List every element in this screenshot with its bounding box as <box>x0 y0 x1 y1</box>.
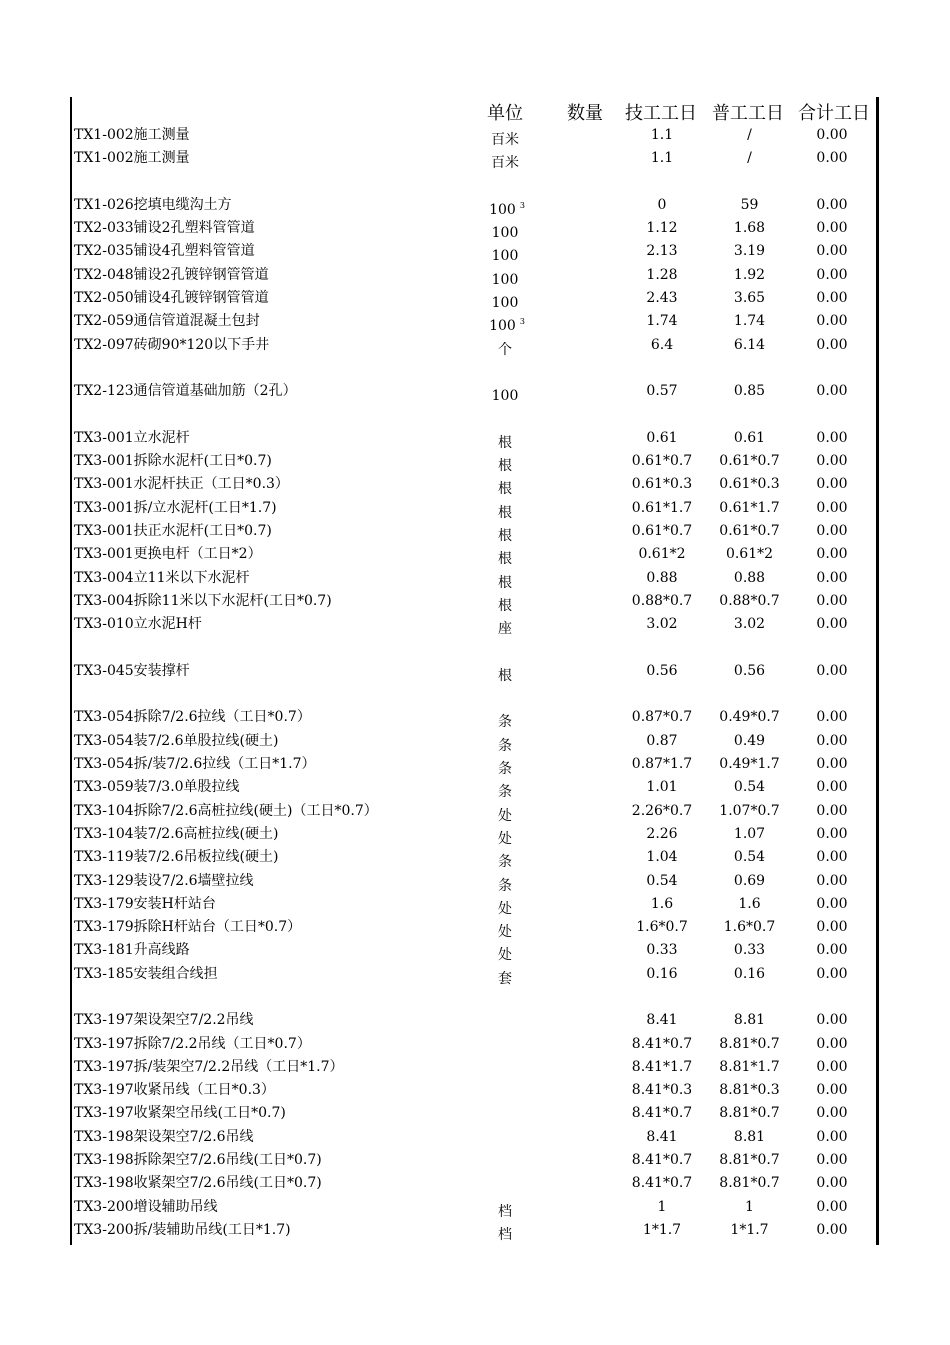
tech-days-cell: 0 <box>657 196 667 213</box>
unit-cell: 根 <box>498 528 512 545</box>
table-row <box>72 1079 876 1102</box>
total-days-cell: 0.00 <box>816 1221 848 1238</box>
table-row <box>72 776 876 799</box>
item-name: TX2-050铺设4孔镀锌钢管管道 <box>74 290 269 307</box>
item-name: TX3-179安装H杆站台 <box>74 895 216 912</box>
table-row <box>72 334 876 357</box>
unit-cell: 处 <box>498 807 512 824</box>
table-row <box>72 916 876 939</box>
unit-cell: 100 <box>491 271 519 288</box>
unit-cell: 条 <box>498 877 512 894</box>
unit-superscript: 3 <box>519 317 525 327</box>
item-name: TX3-198收紧架空7/2.6吊线(工日*0.7) <box>74 1175 322 1192</box>
table-row <box>72 613 876 636</box>
table-row <box>72 520 876 543</box>
table-row <box>72 404 876 427</box>
table-row <box>72 450 876 473</box>
unit-cell: 根 <box>498 458 512 475</box>
general-days-cell: 0.69 <box>733 872 766 889</box>
unit-cell: 根 <box>498 597 512 614</box>
item-name: TX3-059装7/3.0单股拉线 <box>74 779 240 796</box>
tech-days-cell: 1.1 <box>650 150 674 167</box>
total-days-cell: 0.00 <box>816 1058 848 1075</box>
tech-days-cell: 1 <box>657 1198 667 1215</box>
tech-days-cell: 0.87*0.7 <box>631 709 693 726</box>
item-name: TX3-001拆/立水泥杆(工日*1.7) <box>74 499 277 516</box>
total-days-cell: 0.00 <box>816 127 848 143</box>
tech-days-cell: 0.56 <box>646 662 678 679</box>
total-days-cell: 0.00 <box>816 849 848 866</box>
tech-days-cell: 1.04 <box>646 849 678 866</box>
general-days-cell: 0.61 <box>733 429 766 446</box>
general-days-cell: 1*1.7 <box>730 1221 769 1238</box>
item-name: TX3-004拆除11米以下水泥杆(工日*0.7) <box>74 592 332 609</box>
total-days-cell: 0.00 <box>816 709 848 726</box>
header-general: 普工工日 <box>712 103 784 124</box>
tech-days-cell: 1.28 <box>646 266 678 283</box>
table-row <box>72 1219 876 1242</box>
total-days-cell: 0.00 <box>816 313 848 330</box>
item-name: TX3-198架设架空7/2.6吊线 <box>74 1128 254 1145</box>
unit-cell: 根 <box>498 504 512 521</box>
general-days-cell: 0.49*0.7 <box>719 709 780 726</box>
total-days-cell: 0.00 <box>816 523 848 540</box>
unit-cell: 条 <box>498 854 512 871</box>
general-days-cell: 0.61*0.7 <box>719 523 780 540</box>
item-name: TX3-104装7/2.6高桩拉线(硬土) <box>74 825 279 842</box>
total-days-cell: 0.00 <box>816 616 848 633</box>
item-name: TX3-054拆/装7/2.6拉线（工日*1.7） <box>74 756 316 773</box>
unit-cell: 处 <box>498 830 512 847</box>
total-days-cell: 0.00 <box>816 872 848 889</box>
table-row <box>72 217 876 240</box>
tech-days-cell: 0.61*2 <box>638 546 686 563</box>
table-row <box>72 846 876 869</box>
total-days-cell: 0.00 <box>816 895 848 912</box>
table-row <box>72 637 876 660</box>
total-days-cell: 0.00 <box>816 569 848 586</box>
tech-days-cell: 8.41*1.7 <box>631 1058 693 1075</box>
total-days-cell: 0.00 <box>816 756 848 773</box>
table-row <box>72 264 876 287</box>
total-days-cell: 0.00 <box>816 453 848 470</box>
unit-cell: 条 <box>498 761 512 778</box>
tech-days-cell: 0.61*0.7 <box>631 453 693 470</box>
table-row <box>72 683 876 706</box>
total-days-cell: 0.00 <box>816 476 848 493</box>
tech-days-cell: 0.61*1.7 <box>631 499 693 516</box>
item-name: TX3-045安装撑杆 <box>74 662 190 679</box>
table-row <box>72 939 876 962</box>
header-unit: 单位 <box>487 103 523 124</box>
item-name: TX3-001扶正水泥杆(工日*0.7) <box>74 523 272 540</box>
item-name: TX3-197拆除7/2.2吊线（工日*0.7） <box>74 1035 311 1052</box>
table-row <box>72 590 876 613</box>
total-days-cell: 0.00 <box>816 965 848 982</box>
general-days-cell: 0.85 <box>733 383 766 400</box>
item-name: TX1-026挖填电缆沟土方 <box>74 196 232 213</box>
tech-days-cell: 0.54 <box>646 872 678 889</box>
general-days-cell: 8.81*0.7 <box>719 1105 780 1122</box>
general-days-cell: 8.81*0.3 <box>719 1082 780 1099</box>
total-days-cell: 0.00 <box>816 546 848 563</box>
general-days-cell: 0.49 <box>733 732 766 749</box>
table-row <box>72 147 876 170</box>
tech-days-cell: 8.41*0.3 <box>631 1082 693 1099</box>
table-row <box>72 660 876 683</box>
general-days-cell: 8.81 <box>733 1012 766 1029</box>
general-days-cell: 1.6 <box>738 895 761 912</box>
tech-days-cell: 8.41*0.7 <box>631 1152 693 1169</box>
unit-cell: 根 <box>498 551 512 568</box>
total-days-cell: 0.00 <box>816 429 848 446</box>
general-days-cell: 8.81 <box>733 1128 766 1145</box>
total-days-cell: 0.00 <box>816 919 848 936</box>
total-days-cell: 0.00 <box>816 1152 848 1169</box>
item-name: TX1-002施工测量 <box>74 127 190 143</box>
unit-cell: 档 <box>498 1203 512 1220</box>
table-row <box>72 473 876 496</box>
tech-days-cell: 1.6*0.7 <box>636 919 688 936</box>
total-days-cell: 0.00 <box>816 1012 848 1029</box>
tech-days-cell: 1.74 <box>646 313 678 330</box>
tech-days-cell: 1*1.7 <box>642 1221 682 1238</box>
item-name: TX3-197架设架空7/2.2吊线 <box>74 1012 254 1029</box>
item-name: TX3-181升高线路 <box>74 942 190 959</box>
unit-cell: 档 <box>498 1226 512 1243</box>
unit-cell: 条 <box>498 784 512 801</box>
table-row <box>72 497 876 520</box>
unit-cell: 100 $^3$ <box>489 200 525 218</box>
unit-cell: 根 <box>498 481 512 498</box>
table-row <box>72 1009 876 1032</box>
table-body <box>72 124 876 1242</box>
unit-cell: 百米 <box>491 132 519 148</box>
total-days-cell: 0.00 <box>816 732 848 749</box>
general-days-cell: 59 <box>740 196 759 213</box>
tech-days-cell: 6.4 <box>650 336 674 353</box>
item-name: TX3-054装7/2.6单股拉线(硬土) <box>74 732 279 749</box>
table-row <box>72 823 876 846</box>
general-days-cell: 0.16 <box>733 965 766 982</box>
tech-days-cell: 0.57 <box>646 383 678 400</box>
table-row <box>72 986 876 1009</box>
table-header <box>72 97 878 123</box>
table-row <box>72 1172 876 1195</box>
item-name: TX3-179拆除H杆站台（工日*0.7） <box>74 919 302 936</box>
table-row <box>72 730 876 753</box>
total-days-cell: 0.00 <box>816 290 848 307</box>
table-row <box>72 240 876 263</box>
tech-days-cell: 8.41 <box>646 1012 678 1029</box>
general-days-cell: 1 <box>745 1198 754 1215</box>
total-days-cell: 0.00 <box>816 150 848 167</box>
table-row <box>72 310 876 333</box>
item-name: TX2-123通信管道基础加筋（2孔） <box>74 383 297 400</box>
general-days-cell: 0.54 <box>733 849 766 866</box>
table-row <box>72 870 876 893</box>
total-days-cell: 0.00 <box>816 1198 848 1215</box>
tech-days-cell: 1.01 <box>646 779 678 796</box>
item-name: TX2-059通信管道混凝土包封 <box>74 313 260 330</box>
general-days-cell: 8.81*0.7 <box>719 1175 780 1192</box>
general-days-cell: 3.02 <box>733 616 766 633</box>
general-days-cell: 1.6*0.7 <box>723 919 776 936</box>
item-name: TX3-001立水泥杆 <box>74 429 190 446</box>
total-days-cell: 0.00 <box>816 662 848 679</box>
tech-days-cell: 1.12 <box>646 220 678 237</box>
total-days-cell: 0.00 <box>816 1082 848 1099</box>
general-days-cell: / <box>747 127 752 143</box>
table-row <box>72 427 876 450</box>
general-days-cell: 0.56 <box>733 662 766 679</box>
general-days-cell: 0.88*0.7 <box>719 592 780 609</box>
item-name: TX3-197收紧架空吊线(工日*0.7) <box>74 1105 286 1122</box>
item-name: TX3-010立水泥H杆 <box>74 616 202 633</box>
unit-cell: 100 <box>491 225 519 242</box>
right-border <box>876 97 879 1245</box>
table-row <box>72 1126 876 1149</box>
item-name: TX2-035铺设4孔塑料管管道 <box>74 243 255 260</box>
general-days-cell: 3.19 <box>733 243 766 260</box>
item-name: TX3-001拆除水泥杆(工日*0.7) <box>74 453 272 470</box>
general-days-cell: 8.81*0.7 <box>719 1152 780 1169</box>
header-total: 合计工日 <box>798 103 870 124</box>
total-days-cell: 0.00 <box>816 1105 848 1122</box>
total-days-cell: 0.00 <box>816 1035 848 1052</box>
unit-cell: 处 <box>498 947 512 964</box>
tech-days-cell: 0.61*0.7 <box>631 523 693 540</box>
unit-cell: 100 <box>491 388 519 405</box>
table-row <box>72 753 876 776</box>
tech-days-cell: 2.26 <box>646 825 678 842</box>
header-tech: 技工工日 <box>625 103 697 124</box>
tech-days-cell: 8.41*0.7 <box>631 1105 693 1122</box>
tech-days-cell: 3.02 <box>646 616 678 633</box>
total-days-cell: 0.00 <box>816 942 848 959</box>
unit-cell: 100 <box>491 248 519 265</box>
total-days-cell: 0.00 <box>816 336 848 353</box>
table-row <box>72 171 876 194</box>
item-name: TX3-198拆除架空7/2.6吊线(工日*0.7) <box>74 1152 322 1169</box>
table-row <box>72 1102 876 1125</box>
item-name: TX3-104拆除7/2.6高桩拉线(硬土)（工日*0.7） <box>74 802 378 819</box>
tech-days-cell: 8.41*0.7 <box>631 1035 693 1052</box>
tech-days-cell: 8.41 <box>646 1128 678 1145</box>
tech-days-cell: 2.26*0.7 <box>631 802 693 819</box>
total-days-cell: 0.00 <box>816 1128 848 1145</box>
total-days-cell: 0.00 <box>816 779 848 796</box>
tech-days-cell: 0.16 <box>646 965 678 982</box>
unit-cell: 条 <box>498 737 512 754</box>
item-name: TX3-197收紧吊线（工日*0.3） <box>74 1082 275 1099</box>
total-days-cell: 0.00 <box>816 220 848 237</box>
tech-days-cell: 0.61 <box>646 429 678 446</box>
general-days-cell: 8.81*1.7 <box>719 1058 780 1075</box>
tech-days-cell: 0.88 <box>646 569 678 586</box>
item-name: TX2-048铺设2孔镀锌钢管管道 <box>74 266 269 283</box>
item-name: TX3-129装设7/2.6墙壁拉线 <box>74 872 254 889</box>
unit-cell: 套 <box>498 970 512 987</box>
general-days-cell: 0.61*0.3 <box>719 476 780 493</box>
general-days-cell: 1.07*0.7 <box>719 802 780 819</box>
total-days-cell: 0.00 <box>816 1175 848 1192</box>
table-row <box>72 543 876 566</box>
item-name: TX3-001更换电杆（工日*2） <box>74 546 262 563</box>
table-row <box>72 1196 876 1219</box>
unit-cell: 百米 <box>491 155 519 172</box>
general-days-cell: 1.74 <box>733 313 766 330</box>
table-row <box>72 194 876 217</box>
tech-days-cell: 0.87*1.7 <box>631 756 693 773</box>
general-days-cell: 0.61*0.7 <box>719 453 780 470</box>
unit-cell: 条 <box>498 714 512 731</box>
table-row <box>72 706 876 729</box>
item-name: TX3-001水泥杆扶正（工日*0.3） <box>74 476 289 493</box>
general-days-cell: 0.54 <box>733 779 766 796</box>
unit-cell: 处 <box>498 924 512 941</box>
item-name: TX2-033铺设2孔塑料管管道 <box>74 220 255 237</box>
table-row <box>72 380 876 403</box>
general-days-cell: 6.14 <box>733 336 766 353</box>
unit-cell: 座 <box>498 621 512 638</box>
item-name: TX3-119装7/2.6吊板拉线(硬土) <box>74 849 279 866</box>
unit-cell: 个 <box>498 341 512 358</box>
general-days-cell: 0.61*2 <box>725 546 774 563</box>
general-days-cell: 1.07 <box>733 825 766 842</box>
total-days-cell: 0.00 <box>816 499 848 516</box>
table-row <box>72 1056 876 1079</box>
general-days-cell: 0.33 <box>733 942 766 959</box>
table-row <box>72 1033 876 1056</box>
tech-days-cell: 2.43 <box>646 290 678 307</box>
general-days-cell: 8.81*0.7 <box>719 1035 780 1052</box>
table-row <box>72 357 876 380</box>
general-days-cell: 1.68 <box>733 220 766 237</box>
item-name: TX3-197拆/装架空7/2.2吊线（工日*1.7） <box>74 1058 344 1075</box>
item-name: TX3-200拆/装辅助吊线(工日*1.7) <box>74 1221 291 1238</box>
item-name: TX2-097砖砌90*120以下手井 <box>74 336 270 353</box>
table-row <box>72 893 876 916</box>
general-days-cell: 0.88 <box>733 569 766 586</box>
total-days-cell: 0.00 <box>816 196 848 213</box>
general-days-cell: 0.61*1.7 <box>719 499 780 516</box>
general-days-cell: 3.65 <box>733 290 766 307</box>
general-days-cell: 1.92 <box>733 266 766 283</box>
total-days-cell: 0.00 <box>816 243 848 260</box>
unit-cell: 根 <box>498 667 512 684</box>
tech-days-cell: 0.88*0.7 <box>631 592 693 609</box>
tech-days-cell: 0.33 <box>646 942 678 959</box>
header-qty: 数量 <box>567 103 603 124</box>
unit-cell: 根 <box>498 574 512 591</box>
unit-cell: 处 <box>498 900 512 917</box>
table-row <box>72 287 876 310</box>
unit-cell: 100 <box>491 295 519 312</box>
total-days-cell: 0.00 <box>816 802 848 819</box>
item-name: TX3-004立11米以下水泥杆 <box>74 569 250 586</box>
tech-days-cell: 2.13 <box>646 243 678 260</box>
tech-days-cell: 1.1 <box>650 127 674 143</box>
tech-days-cell: 0.61*0.3 <box>631 476 693 493</box>
table-row <box>72 1149 876 1172</box>
tech-days-cell: 8.41*0.7 <box>631 1175 693 1192</box>
total-days-cell: 0.00 <box>816 266 848 283</box>
unit-cell: 根 <box>498 434 512 451</box>
unit-cell: 100 $^3$ <box>489 317 525 335</box>
table-row <box>72 800 876 823</box>
item-name: TX1-002施工测量 <box>74 150 190 167</box>
total-days-cell: 0.00 <box>816 383 848 400</box>
item-name: TX3-200增设辅助吊线 <box>74 1198 218 1215</box>
tech-days-cell: 1.6 <box>650 895 674 912</box>
table-row <box>72 567 876 590</box>
table-row <box>72 963 876 986</box>
table-row <box>72 124 876 147</box>
item-name: TX3-054拆除7/2.6拉线（工日*0.7） <box>74 709 311 726</box>
total-days-cell: 0.00 <box>816 825 848 842</box>
unit-superscript: 3 <box>519 200 525 210</box>
total-days-cell: 0.00 <box>816 592 848 609</box>
general-days-cell: / <box>747 150 752 167</box>
item-name: TX3-185安装组合线担 <box>74 965 218 982</box>
tech-days-cell: 0.87 <box>646 732 678 749</box>
general-days-cell: 0.49*1.7 <box>719 756 780 773</box>
